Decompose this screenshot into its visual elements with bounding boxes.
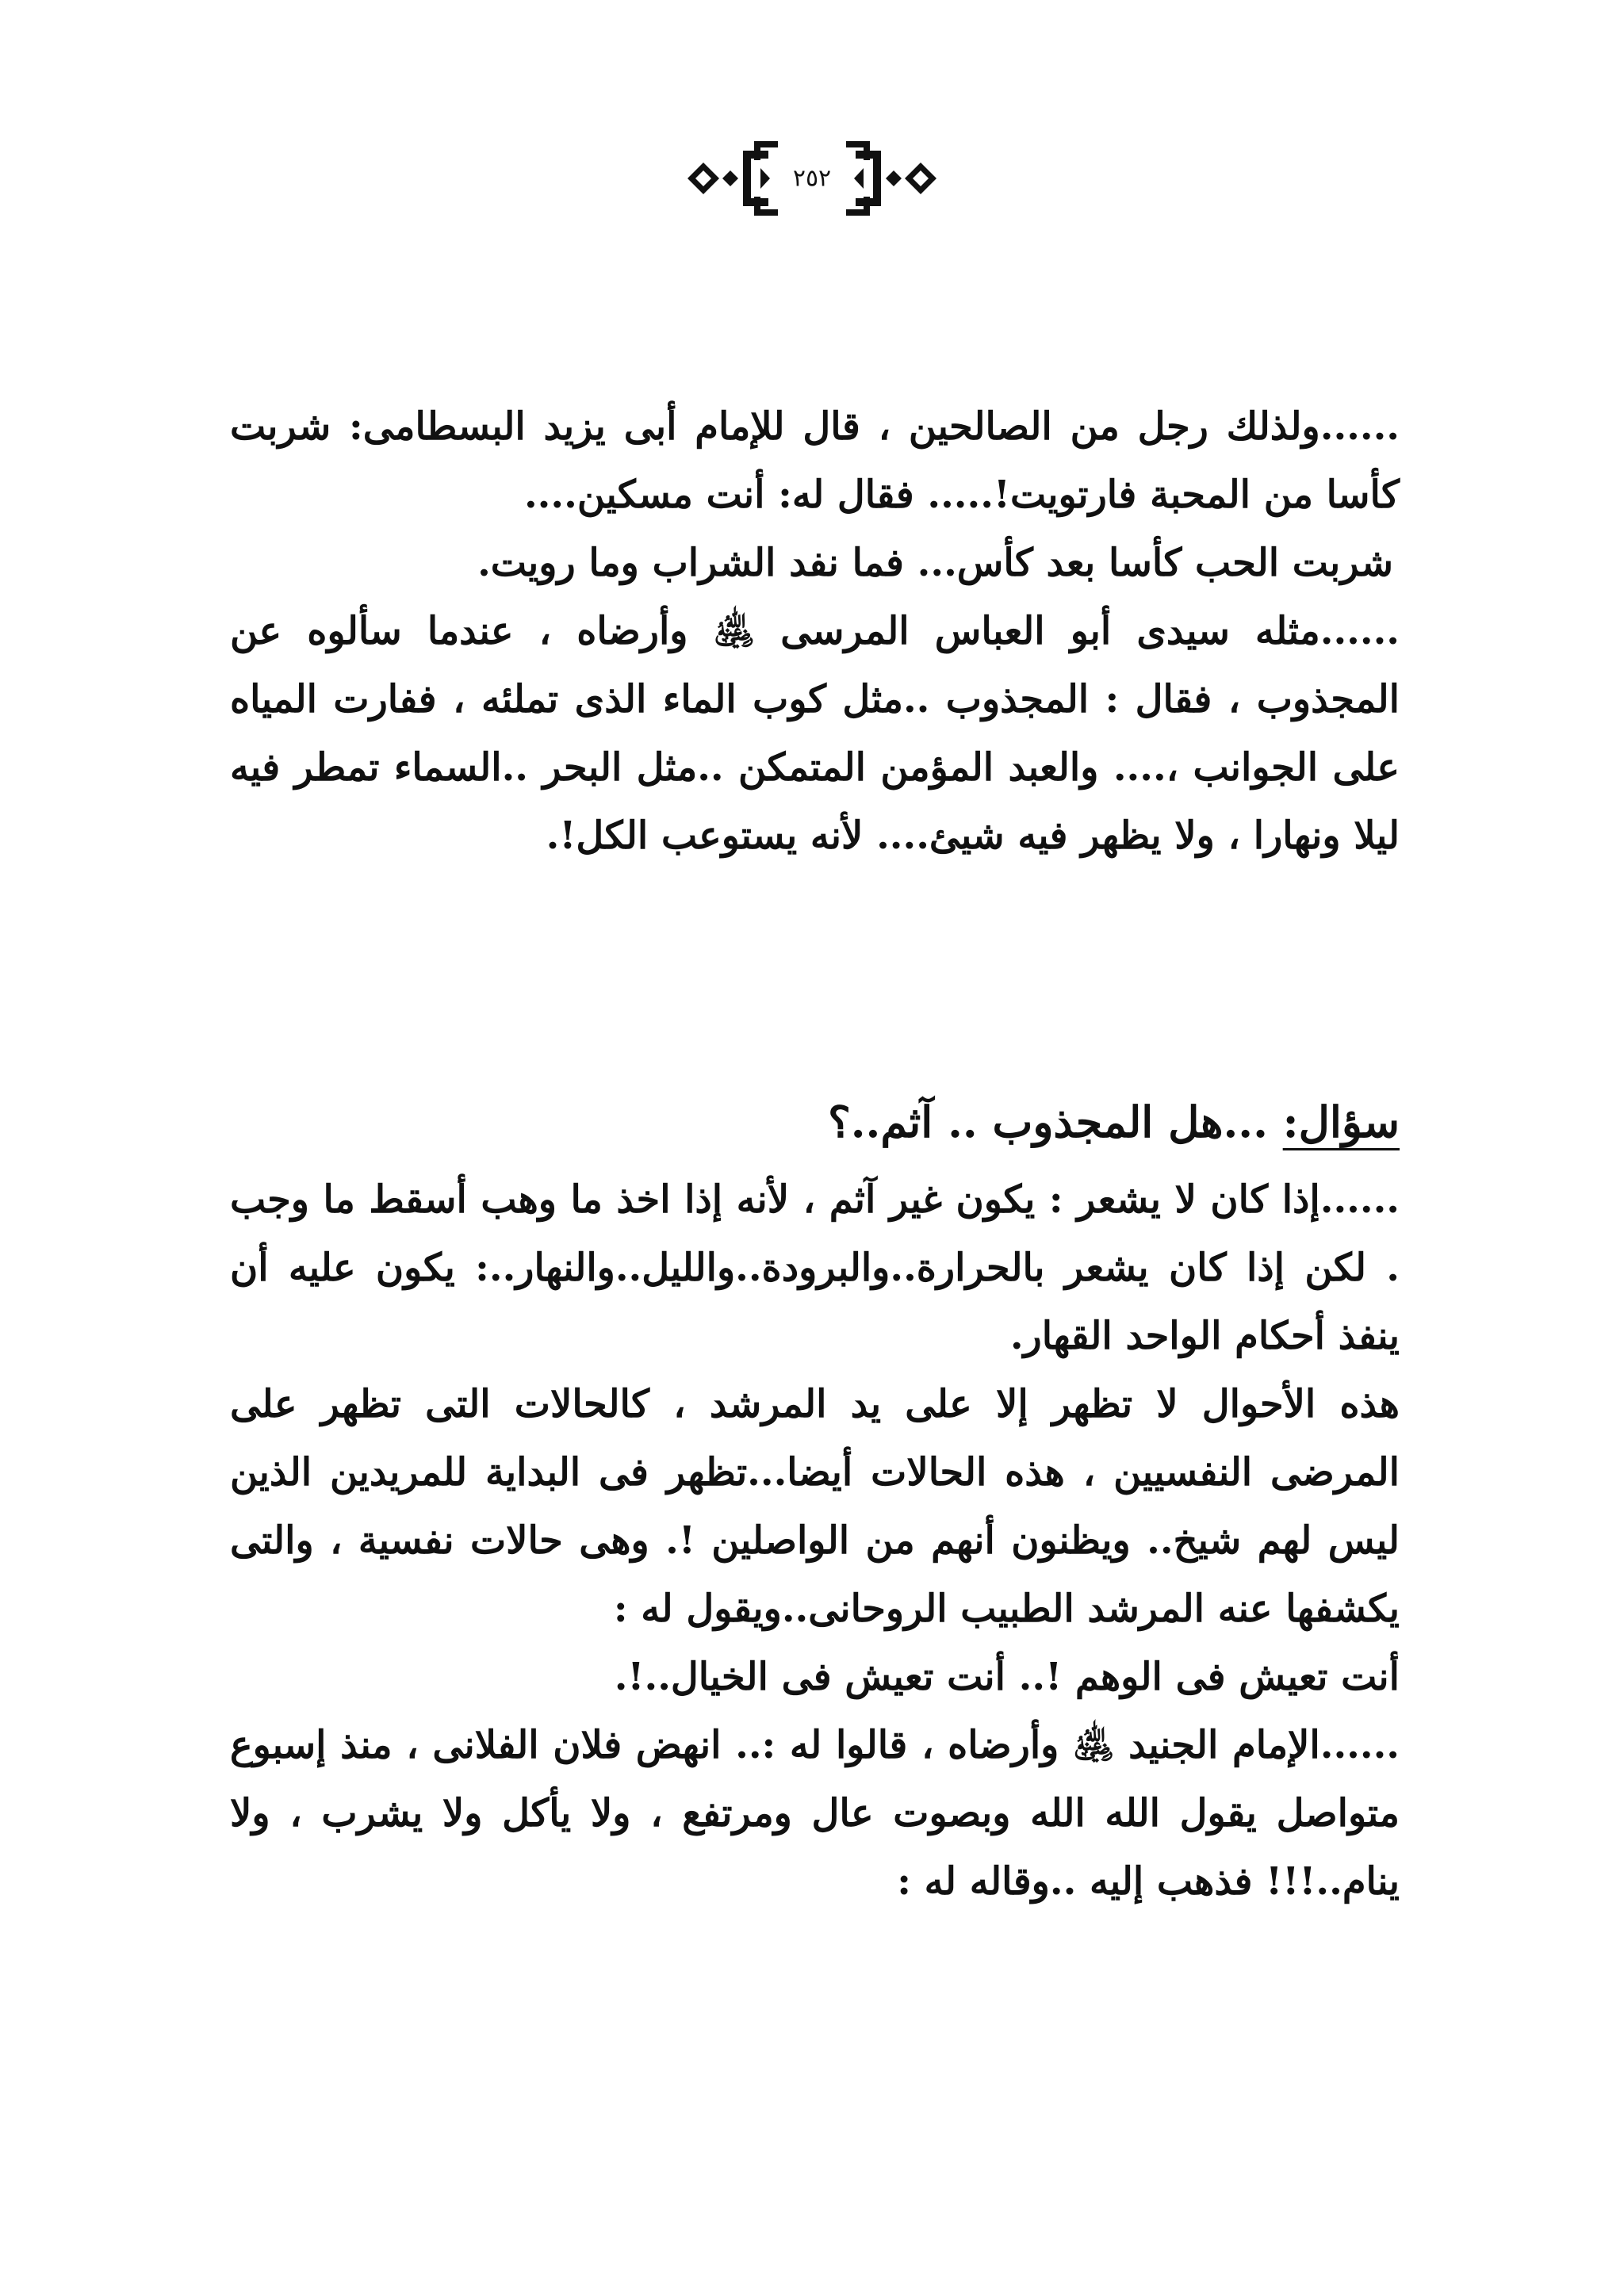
paragraph: ......إذا كان لا يشعر : يكون غير آثم ، لأنه إذا اخذ ما وهب أسقط ما وجب . لكن إذا كان يشعر بالحرارة..والبرودة..والليل..والنهار..: يكون عليه أن ينفذ أحكام الواحد القهار. (230, 1177, 1400, 1358)
page-number: ٢٥٢ (792, 164, 832, 193)
paragraph: هذه الأحوال لا تظهر إلا على يد المرشد ، كالحالات التى تظهر على المرضى النفسيين ، هذه الحالات أيضا...تظهر فى البداية للمريدين الذين ليس لهم شيخ.. ويظنون أنهم من الواصلين !. وهى حالات نفسية ، والتى يكشفها عنه المرشد الطبيب الروحانى..ويقول له : (230, 1382, 1400, 1631)
paragraph: شربت الحب كأسا بعد كأس... فما نفد الشراب وما رويت. (477, 541, 1393, 585)
paragraph: أنت تعيش فى الوهم !.. أنت تعيش فى الخيال..!. (614, 1655, 1400, 1699)
question-label: سؤال: (1282, 1097, 1400, 1147)
paragraph: ......الإمام الجنيد ﵁ وأرضاه ، قالوا له :.. انهض فلان الفلانى ، منذ إسبوع متواصل يقول الله الله وبصوت عال ومرتفع ، ولا يأكل ولا يشرب ، ولا ينام..!!! فذهب إليه ..وقاله له : (230, 1723, 1400, 1904)
question-heading (828, 1090, 1400, 1154)
page-ornament (681, 135, 943, 222)
question-text: ...هل المجذوب .. آثم..؟ (828, 1097, 1283, 1147)
paragraph: ......ولذلك رجل من الصالحين ، قال للإمام أبى يزيد البسطامى: شربت كأسا من المحبة فارتويت!..... فقال له: أنت مسكين.... (230, 404, 1400, 517)
text-section-2 (230, 1166, 1400, 1916)
page-header (0, 127, 1624, 230)
paragraph: ......مثله سيدى أبو العباس المرسى ﵁ وأرضاه ، عندما سألوه عن المجذوب ، فقال : المجذوب ..مثل كوب الماء الذى تملئه ، ففارت المياه على الجوانب ،.... والعبد المؤمن المتمكن ..مثل البحر ..السماء تمطر فيه ليلا ونهارا ، ولا يظهر فيه شيئ.... لأنه يستوعب الكل!. (230, 609, 1400, 858)
text-section-1 (230, 392, 1400, 870)
